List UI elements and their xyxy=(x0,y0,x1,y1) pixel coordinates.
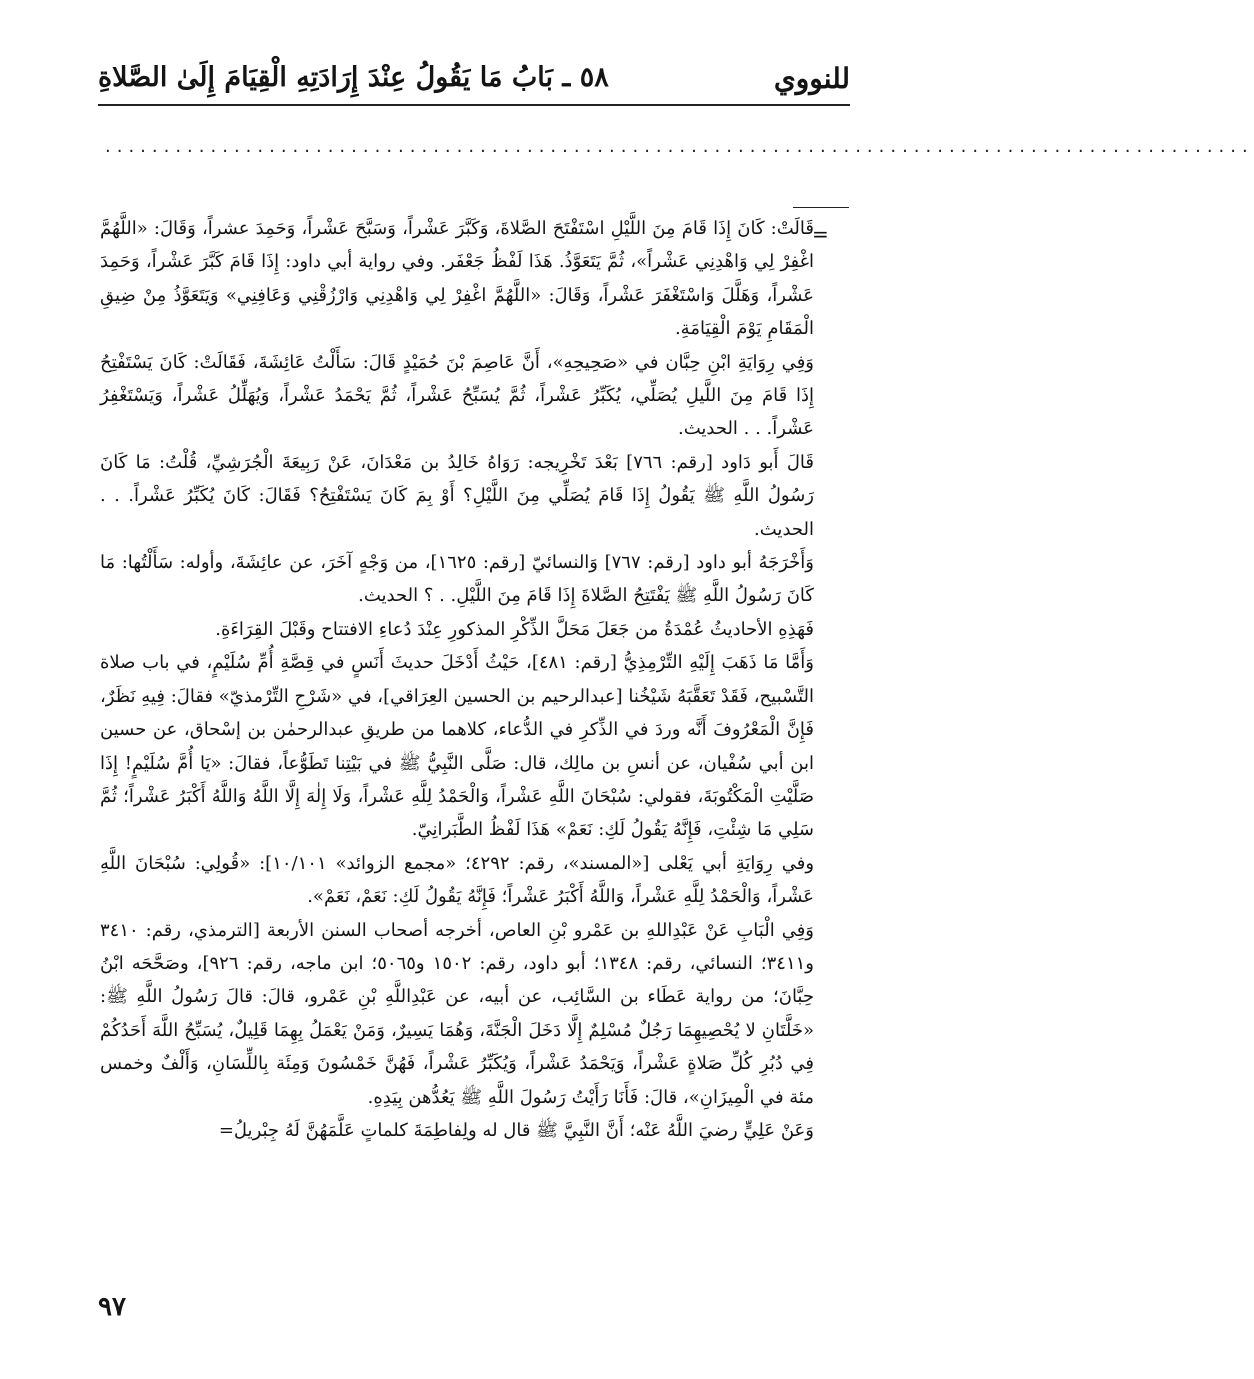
paragraph-3: قَالَ أَبو دَاود [رقم: ٧٦٦] بَعْدَ تَخْرِيجه: رَوَاهُ خَالِدُ بن مَعْدَانَ، عَنْ رَبِيعَةَ الْجُرَشِيِّ، قُلْتُ: مَا كَانَ رَسُولُ اللَّهِ ﷺ يَقُولُ إِذَا قَامَ يُصَلِّي مِنَ اللَّيْلِ؟ أَوْ بِمَ كَانَ يَسْتَفْتِحُ؟ فَقَالَ: كَانَ يُكَبِّرُ عَشْراً. . . الحديث. xyxy=(100,451,814,540)
dotted-separator: .................................................................................................. xyxy=(105,136,1254,157)
paragraph-1: قَالَتْ: كَانَ إِذَا قَامَ مِنَ اللَّيْلِ اسْتَفْتَحَ الصَّلاةَ، وَكَبَّرَ عَشْراً، وَسَبَّحَ عَشْراً، وَحَمِدَ عشراً، وَقَالَ: «اللَّهُمَّ اغْفِرْ لِي وَاهْدِنِي عَشْراً»، ثُمَّ يَتَعَوَّذُ. هَذَا لَفْظُ جَعْفَر. وفي رواية أبي داود: إِذَا قَامَ كَبَّرَ عَشْراً، وَحَمِدَ عَشْراً، وَهَلَّلَ وَاسْتَغْفَرَ عَشْراً، وَقَالَ: «اللَّهُمَّ اغْفِرْ لِي وَاهْدِنِي وَارْزُقْنِي وَعَافِنِي» وَيَتَعَوَّذُ مِنْ ضِيقِ الْمَقَامِ يَوْمَ الْقِيَامَةِ. xyxy=(100,218,814,340)
page-number: ٩٧ xyxy=(98,1292,126,1322)
footnote-body xyxy=(100,212,814,1147)
paragraph-2: وَفِي رِوَايَةِ ابْنِ حِبَّان في «صَحِيحِهِ»، أَنَّ عَاصِمَ بْنَ حُمَيْدٍ قَالَ: سَأَلْتُ عَائِشَةَ، فَقَالَتْ: كَانَ يَسْتَفْتِحُ إِذَا قَامَ مِنَ اللَّيلِ يُصَلِّي، يُكَبِّرُ عَشْراً، ثُمَّ يُسَبِّحُ عَشْراً، ثُمَّ يَحْمَدُ عَشْراً، وَيُهَلِّلُ عَشْراً، وَيَسْتَغْفِرُ عَشْراً. . . الحديث. xyxy=(100,351,814,440)
footnote-rule xyxy=(793,207,849,208)
paragraph-8: وَفِي الْبَابِ عَنْ عَبْدِاللهِ بن عَمْرو بْنِ العاص، أخرجه أصحاب السنن الأربعة [الترمذي، رقم: ٣٤١٠ و٣٤١١؛ النسائي، رقم: ١٣٤٨؛ أبو داود، رقم: ١٥٠٢ و٥٠٦٥؛ ابن ماجه، رقم: ٩٢٦]، وصَحَّحَه ابْنُ حِبَّانَ؛ من رواية عَطَاء بن السَّائِب، عن أبيه، عن عَبْدِاللَّهِ بْنِ عَمْرو، قالَ: قالَ رَسُولُ اللَّهِ ﷺ: «خَلَّتَانِ لا يُحْصِيهِمَا رَجُلٌ مُسْلِمٌ إِلَّا دَخَلَ الْجَنَّةَ، وَهُمَا يَسِيرٌ، وَمَنْ يَعْمَلُ بِهِمَا قَلِيلٌ، يُسَبِّحُ اللَّهَ أَحَدُكُمْ فِي دُبُرِ كُلِّ صَلاةٍ عَشْراً، وَيَحْمَدُ عَشْراً، وَيُكَبِّرُ عَشْراً، فَهُنَّ خَمْسُونَ وَمِئَة بِاللِّسَانِ، وَأَلْفٌ وخمس مئة في الْمِيزَانِ»، قالَ: فَأَنَا رَأَيْتُ رَسُولَ اللَّهِ ﷺ يَعُدُّهن بِيَدِهِ. xyxy=(100,919,814,1108)
paragraph-5: فَهَذِهِ الأحاديثُ عُمْدَةُ من جَعَلَ مَحَلَّ الذِّكْرِ المذكورِ عِنْدَ دُعاءِ الافتتاح وقَبْلَ القِرَاءَةِ. xyxy=(215,618,814,640)
running-header xyxy=(98,54,850,104)
chapter-title: ٥٨ ـ بَابُ مَا يَقُولُ عِنْدَ إِرَادَتِهِ الْقِيَامَ إِلَىٰ الصَّلاةِ xyxy=(98,62,609,93)
continuation-mark: = xyxy=(812,222,829,246)
header-rule xyxy=(98,104,850,106)
paragraph-4: وَأَخْرَجَهُ أبو داود [رقم: ٧٦٧] وَالنسائيّ [رقم: ١٦٢٥]، من وَجْهٍ آخَرَ، عن عائِشَةَ، وأوله: سَأَلْتُها: مَا كَانَ رَسُولُ اللَّهِ ﷺ يَفْتَتِحُ الصَّلاةَ إِذَا قَامَ مِنَ اللَّيْلِ. . ؟ الحديث. xyxy=(100,552,814,607)
paragraph-7: وفي رِوَايَةِ أبي يَعْلى [«المسند»، رقم: ٤٢٩٢؛ «مجمع الزوائد» ١٠/١٠١]: «قُولِي: سُبْحَانَ اللَّهِ عَشْراً، وَالْحَمْدُ لِلَّهِ عَشْراً، وَاللَّهُ أَكْبَرُ عَشْراً؛ فَإِنَّهُ يَقُولُ لَكِ: نَعَمْ، نَعَمْ». xyxy=(100,852,815,908)
book-name: للنووي xyxy=(773,62,850,95)
paragraph-9: وَعَنْ عَلِيٍّ رضيَ اللَّهُ عَنْه؛ أَنَّ النَّبِيَّ ﷺ قال له ولِفاطِمَةَ كلماتٍ عَلَّمَهُنَّ لَهُ جِبْريلُ= xyxy=(218,1119,814,1141)
paragraph-6: وَأَمَّا مَا ذَهَبَ إِلَيْهِ التِّرْمِذِيُّ [رقم: ٤٨١]، حَيْثُ أَدْخَلَ حديثَ أَنَسٍ في قِصَّةِ أُمِّ سُلَيْمٍ، في باب صلاة التَّسْبيح، فَقَدْ تَعَقَّبَهُ شَيْخُنا [عبدالرحيم بن الحسين العِرَاقي]، في «شَرْحِ التِّرْمذيّ» فقالَ: فِيهِ نَظَرٌ، فَإِنَّ الْمَعْرُوفَ أَنَّه وردَ في الذِّكرِ في الدُّعاء، كلاهما من طريقِ عبدالرحمٰن بن إسْحاق، عن حسين ابن أبي سُفْيان، عن أنسِ بن مالِك، قال: صَلَّى النَّبِيُّ ﷺ في بَيْتِنا تَطَوُّعاً، فقالَ: «يَا أُمَّ سُلَيْمٍ! إِذَا صَلَّيْتِ الْمَكْتُوبَةَ، فقولي: سُبْحَانَ اللَّهِ عَشْراً، وَالْحَمْدُ لِلَّهِ عَشْراً، وَلَا إِلٰهَ إِلَّا اللَّهُ وَاللَّهُ أَكْبَرُ عَشْراً؛ ثُمَّ سَلِي مَا شِئْتِ، فَإِنَّهُ يَقُولُ لَكِ: نَعَمْ» هَذَا لَفْظُ الطَّبَرانِيّ. xyxy=(100,652,815,841)
